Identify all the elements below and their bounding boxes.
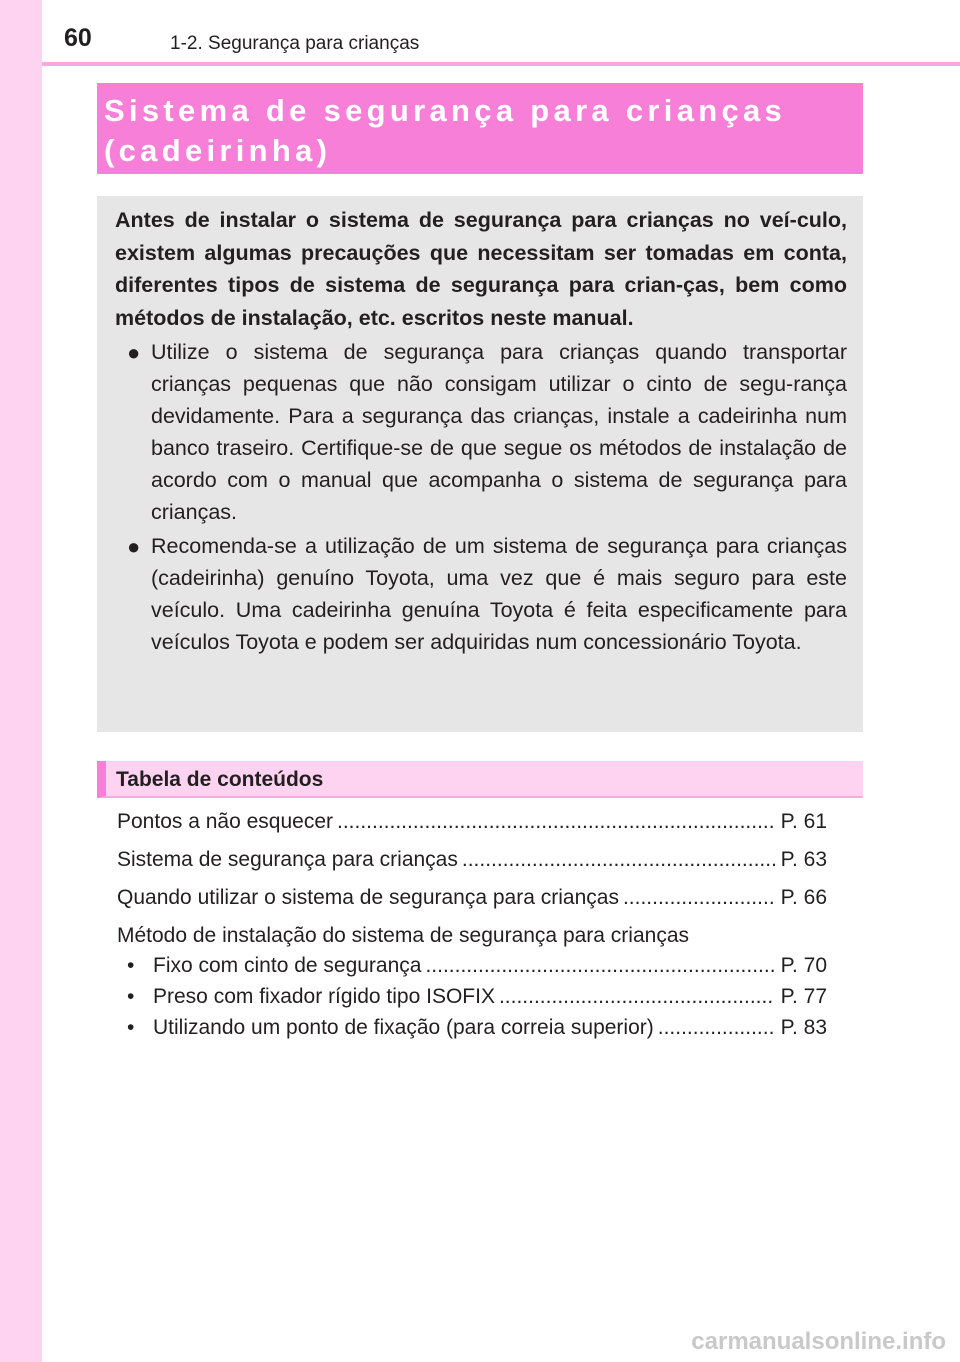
intro-box xyxy=(97,196,863,732)
intro-bullet-text: Utilize o sistema de segurança para crianças quando transportar crianças pequenas que não consigam utilizar o cinto de segu-rança devidamente. Para a segurança das crianças, instale a cadeirinha num banco traseiro. Certifique-se de que segue os métodos de instalação de acordo com o manual que acompanha o sistema de segurança para crianças. xyxy=(151,340,847,524)
toc-list xyxy=(117,808,827,1045)
toc-entry-page: P. 63 xyxy=(780,848,827,871)
toc-entry-page: P. 66 xyxy=(780,886,827,909)
toc-entry[interactable] xyxy=(117,846,827,884)
side-color-bar xyxy=(0,0,42,1362)
toc-leader xyxy=(623,884,775,912)
toc-entry-label: Preso com fixador rígido tipo ISOFIX xyxy=(153,985,495,1008)
intro-lead-text: Antes de instalar o sistema de segurança para crianças no veí-culo, existem algumas precauções que necessitam ser tomadas em conta, diferentes tipos de sistema de segurança para crian-ças, bem como métodos de instalação, etc. escritos neste manual. xyxy=(115,208,847,330)
toc-leader xyxy=(337,808,775,836)
toc-title: Tabela de conteúdos xyxy=(116,768,324,791)
page-title-banner xyxy=(97,83,863,174)
section-label: 1-2. Segurança para crianças xyxy=(170,33,420,54)
bullet-icon: ● xyxy=(127,534,141,559)
intro-bullet-2 xyxy=(115,530,847,658)
header-rule xyxy=(42,62,960,66)
toc-entry[interactable] xyxy=(117,808,827,846)
page-number: 60 xyxy=(64,24,92,52)
intro-bullet-1 xyxy=(115,336,847,528)
toc-leader xyxy=(499,983,775,1011)
page-title xyxy=(104,91,863,171)
toc-sub-bullet-icon: • xyxy=(127,985,135,1008)
toc-entry-label: Fixo com cinto de segurança xyxy=(153,954,422,977)
watermark: carmanualsonline.info xyxy=(691,1328,946,1355)
toc-leader xyxy=(462,846,775,874)
toc-entry-label: Sistema de segurança para crianças xyxy=(117,848,458,871)
toc-entry-label: Utilizando um ponto de fixação (para correia superior) xyxy=(153,1016,654,1039)
toc-entry-page: P. 77 xyxy=(780,985,827,1008)
toc-sub-bullet-icon: • xyxy=(127,1016,135,1039)
page-title-line1: Sistema de segurança para crianças xyxy=(104,93,787,128)
toc-entry-page: P. 61 xyxy=(780,810,827,833)
toc-entry-page: P. 70 xyxy=(780,954,827,977)
intro-bullet-text: Recomenda-se a utilização de um sistema de segurança para crianças (cadeirinha) genuíno Toyota, uma vez que é mais seguro para este veículo. Uma cadeirinha genuína Toyota é feita especificamente para veículos Toyota e podem ser adquiridas num concessionário Toyota. xyxy=(151,534,847,654)
toc-leader xyxy=(425,952,774,980)
page-title-line2: (cadeirinha) xyxy=(104,133,332,168)
toc-entry-label: Pontos a não esquecer xyxy=(117,810,333,833)
toc-entry-label: Quando utilizar o sistema de segurança para crianças xyxy=(117,886,619,909)
toc-sub-bullet-icon: • xyxy=(127,954,135,977)
bullet-icon: ● xyxy=(127,340,141,365)
toc-entry-page: P. 83 xyxy=(780,1016,827,1039)
toc-sub-entry[interactable] xyxy=(117,983,827,1014)
toc-sub-entry[interactable] xyxy=(117,952,827,983)
toc-entry[interactable] xyxy=(117,884,827,922)
toc-group-heading: Método de instalação do sistema de segurança para crianças xyxy=(117,924,690,947)
toc-sub-entry[interactable] xyxy=(117,1014,827,1045)
toc-header xyxy=(97,761,863,798)
toc-leader xyxy=(658,1014,775,1042)
